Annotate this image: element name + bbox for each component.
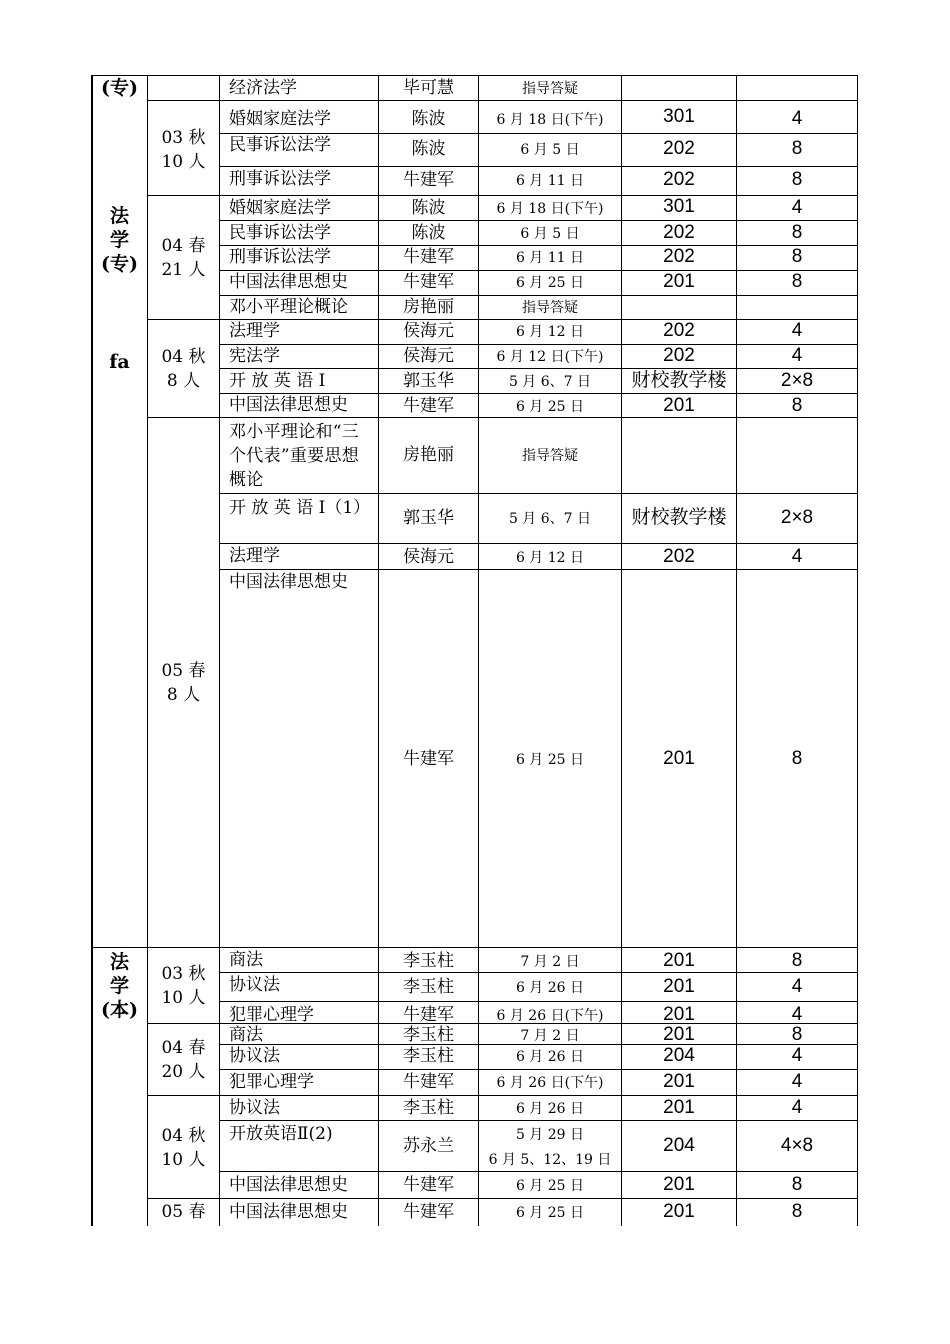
teacher-cell: 房艳丽 — [403, 297, 454, 317]
row-line — [219, 393, 858, 394]
room-cell: 204 — [663, 1135, 695, 1156]
date-cell: 6 月 26 日 — [515, 1101, 585, 1117]
course-cell: 开 放 英 语 Ⅰ（1） — [229, 498, 371, 518]
course-cell: 婚姻家庭法学 — [229, 198, 331, 218]
group-line — [147, 1095, 858, 1096]
row-line — [219, 368, 858, 369]
date-cell: 6 月 5 日 — [520, 142, 580, 158]
date-cell: 6 月 12 日 — [515, 550, 585, 566]
room-cell: 201 — [663, 395, 695, 416]
course-cell: 邓小平理论和“三个代表”重要思想概论 — [229, 422, 360, 490]
hours-cell: 8 — [791, 138, 803, 159]
room-cell: 202 — [663, 546, 695, 567]
course-cell: 中国法律思想史 — [229, 1175, 348, 1195]
row-line — [219, 295, 858, 296]
group-cell: 04 秋 8 人 — [161, 347, 206, 391]
teacher-cell: 李玉柱 — [403, 977, 454, 997]
major-cell: fa — [109, 351, 130, 373]
row-line — [219, 133, 858, 134]
row-line — [219, 972, 858, 973]
date-cell: 5 月 6、7 日 — [508, 374, 592, 390]
course-cell: 商法 — [229, 950, 263, 970]
group-cell: 04 秋 10 人 — [161, 1126, 206, 1170]
major-cell: 法 学 (专) — [101, 205, 138, 275]
room-cell: 202 — [663, 169, 695, 190]
room-cell: 301 — [663, 196, 695, 217]
date-cell: 6 月 26 日(下午) — [496, 1075, 604, 1091]
room-cell: 202 — [663, 138, 695, 159]
group-cell: 05 春 8 人 — [161, 661, 206, 705]
room-cell: 201 — [663, 976, 695, 997]
hours-cell: 8 — [791, 950, 803, 971]
teacher-cell: 李玉柱 — [403, 1025, 454, 1045]
section-line — [91, 947, 858, 948]
room-cell: 202 — [663, 246, 695, 267]
date-cell: 指导答疑 — [522, 81, 578, 97]
course-cell: 犯罪心理学 — [229, 1005, 314, 1025]
date-cell: 6 月 25 日 — [515, 1178, 585, 1194]
group-cell: 04 春 20 人 — [161, 1038, 206, 1082]
hours-cell: 4 — [791, 108, 803, 129]
group-cell: 03 秋 10 人 — [161, 128, 206, 172]
hours-cell: 8 — [791, 748, 803, 769]
course-cell: 中国法律思想史 — [229, 395, 348, 415]
date-cell: 5 月 6、7 日 — [508, 511, 592, 527]
hours-cell: 8 — [791, 169, 803, 190]
group-cell: 03 秋 10 人 — [161, 964, 206, 1008]
teacher-cell: 郭玉华 — [403, 371, 454, 391]
hours-cell: 2×8 — [780, 370, 814, 391]
hours-cell: 8 — [791, 271, 803, 292]
date-cell: 7 月 2 日 — [520, 1028, 580, 1044]
room-cell: 201 — [663, 1004, 695, 1025]
room-cell: 201 — [663, 950, 695, 971]
teacher-cell: 陈波 — [411, 109, 446, 129]
hours-cell: 4 — [791, 345, 803, 366]
room-cell: 201 — [663, 271, 695, 292]
date-cell: 6 月 25 日 — [515, 399, 585, 415]
teacher-cell: 侯海元 — [403, 346, 454, 366]
course-cell: 刑事诉讼法学 — [229, 247, 331, 267]
date-cell: 6 月 25 日 — [515, 1205, 585, 1221]
hours-cell: 4 — [791, 320, 803, 341]
hours-cell: 4 — [791, 1045, 803, 1066]
room-cell: 财校教学楼 — [631, 369, 727, 391]
date-cell: 6 月 18 日(下午) — [496, 201, 604, 217]
course-cell: 法理学 — [229, 321, 280, 341]
teacher-cell: 陈波 — [411, 223, 446, 243]
row-line — [219, 1069, 858, 1070]
row-line — [219, 493, 858, 494]
date-cell: 6 月 11 日 — [515, 173, 585, 189]
hours-cell: 8 — [791, 1201, 803, 1222]
hours-cell: 8 — [791, 222, 803, 243]
course-cell: 犯罪心理学 — [229, 1072, 314, 1092]
teacher-cell: 郭玉华 — [403, 508, 454, 528]
room-cell: 201 — [663, 1071, 695, 1092]
course-cell: 婚姻家庭法学 — [229, 109, 331, 129]
group-line — [147, 319, 858, 320]
row-line — [219, 245, 858, 246]
row-line — [219, 569, 858, 570]
course-cell: 中国法律思想史 — [229, 272, 348, 292]
table-border-top — [91, 75, 858, 76]
teacher-cell: 牛建军 — [403, 272, 454, 292]
course-cell: 开放英语Ⅱ(2) — [229, 1124, 333, 1144]
date-cell: 6 月 25 日 — [515, 275, 585, 291]
row-line — [147, 100, 858, 101]
row-line — [219, 1120, 858, 1121]
group-cell: 05 春 — [161, 1202, 206, 1222]
course-cell: 法理学 — [229, 546, 280, 566]
group-line — [147, 417, 858, 418]
room-cell: 201 — [663, 1174, 695, 1195]
teacher-cell: 牛建军 — [403, 1175, 454, 1195]
hours-cell: 4 — [791, 1004, 803, 1025]
row-line — [219, 166, 858, 167]
room-cell: 202 — [663, 345, 695, 366]
course-cell: 经济法学 — [229, 78, 297, 98]
course-cell: 开 放 英 语 Ⅰ — [229, 371, 326, 391]
hours-cell: 8 — [791, 1174, 803, 1195]
hours-cell: 4 — [791, 1097, 803, 1118]
date-cell: 6 月 25 日 — [515, 752, 585, 768]
date-cell: 6 月 5 日 — [520, 226, 580, 242]
row-line — [219, 220, 858, 221]
teacher-cell: 牛建军 — [403, 396, 454, 416]
date-cell: 7 月 2 日 — [520, 954, 580, 970]
group-line — [147, 1198, 858, 1199]
teacher-cell: 侯海元 — [403, 321, 454, 341]
major-cell: (专) — [101, 77, 138, 99]
room-cell: 201 — [663, 1024, 695, 1045]
date-cell: 6 月 12 日(下午) — [496, 349, 604, 365]
teacher-cell: 侯海元 — [403, 547, 454, 567]
date-cell: 6 月 26 日 — [515, 1049, 585, 1065]
room-cell: 201 — [663, 1201, 695, 1222]
course-cell: 中国法律思想史 — [229, 572, 348, 592]
group-cell: 04 春 21 人 — [161, 236, 206, 280]
row-line — [219, 543, 858, 544]
row-line — [219, 344, 858, 345]
course-cell: 商法 — [229, 1025, 263, 1045]
hours-cell: 8 — [791, 395, 803, 416]
hours-cell: 4 — [791, 976, 803, 997]
room-cell: 201 — [663, 748, 695, 769]
col-divider-course — [219, 75, 220, 1226]
teacher-cell: 房艳丽 — [403, 445, 454, 465]
course-cell: 刑事诉讼法学 — [229, 169, 331, 189]
teacher-cell: 牛建军 — [403, 1202, 454, 1222]
course-cell: 民事诉讼法学 — [229, 223, 331, 243]
date-cell: 6 月 18 日(下午) — [496, 112, 604, 128]
hours-cell: 2×8 — [780, 507, 814, 528]
room-cell: 财校教学楼 — [631, 506, 727, 528]
teacher-cell: 李玉柱 — [403, 951, 454, 971]
date-cell: 指导答疑 — [522, 448, 578, 464]
course-cell: 邓小平理论概论 — [229, 297, 348, 317]
teacher-cell: 毕可慧 — [403, 78, 454, 98]
course-cell: 协议法 — [229, 1046, 280, 1066]
date-cell: 6 月 11 日 — [515, 250, 585, 266]
date-cell: 6 月 26 日(下午) — [496, 1008, 604, 1024]
teacher-cell: 牛建军 — [403, 1072, 454, 1092]
teacher-cell: 陈波 — [411, 139, 446, 159]
hours-cell: 4 — [791, 197, 803, 218]
room-cell: 201 — [663, 1097, 695, 1118]
teacher-cell: 李玉柱 — [403, 1046, 454, 1066]
row-line — [219, 270, 858, 271]
hours-cell: 8 — [791, 246, 803, 267]
room-cell: 204 — [663, 1045, 695, 1066]
teacher-cell: 苏永兰 — [403, 1136, 454, 1156]
room-cell: 301 — [663, 106, 695, 127]
teacher-cell: 牛建军 — [403, 170, 454, 190]
room-cell: 202 — [663, 320, 695, 341]
course-cell: 宪法学 — [229, 346, 280, 366]
room-cell: 202 — [663, 222, 695, 243]
teacher-cell: 陈波 — [411, 198, 446, 218]
hours-cell: 4 — [791, 546, 803, 567]
group-line — [147, 195, 858, 196]
teacher-cell: 牛建军 — [403, 1005, 454, 1025]
course-cell: 协议法 — [229, 975, 280, 995]
teacher-cell: 李玉柱 — [403, 1098, 454, 1118]
hours-cell: 4×8 — [780, 1135, 814, 1156]
course-cell: 民事诉讼法学 — [229, 135, 331, 155]
date-cell: 指导答疑 — [522, 300, 578, 316]
course-cell: 协议法 — [229, 1098, 280, 1118]
teacher-cell: 牛建军 — [403, 247, 454, 267]
teacher-cell: 牛建军 — [403, 749, 454, 769]
hours-cell: 4 — [791, 1071, 803, 1092]
date-cell: 6 月 12 日 — [515, 324, 585, 340]
course-cell: 中国法律思想史 — [229, 1202, 348, 1222]
row-line — [219, 1001, 858, 1002]
major-cell: 法 学 (本) — [101, 951, 138, 1021]
table-border-right — [857, 75, 858, 1226]
date-cell: 5 月 29 日 6 月 5、12、19 日 — [488, 1127, 612, 1168]
hours-cell: 8 — [791, 1024, 803, 1045]
date-cell: 6 月 26 日 — [515, 980, 585, 996]
